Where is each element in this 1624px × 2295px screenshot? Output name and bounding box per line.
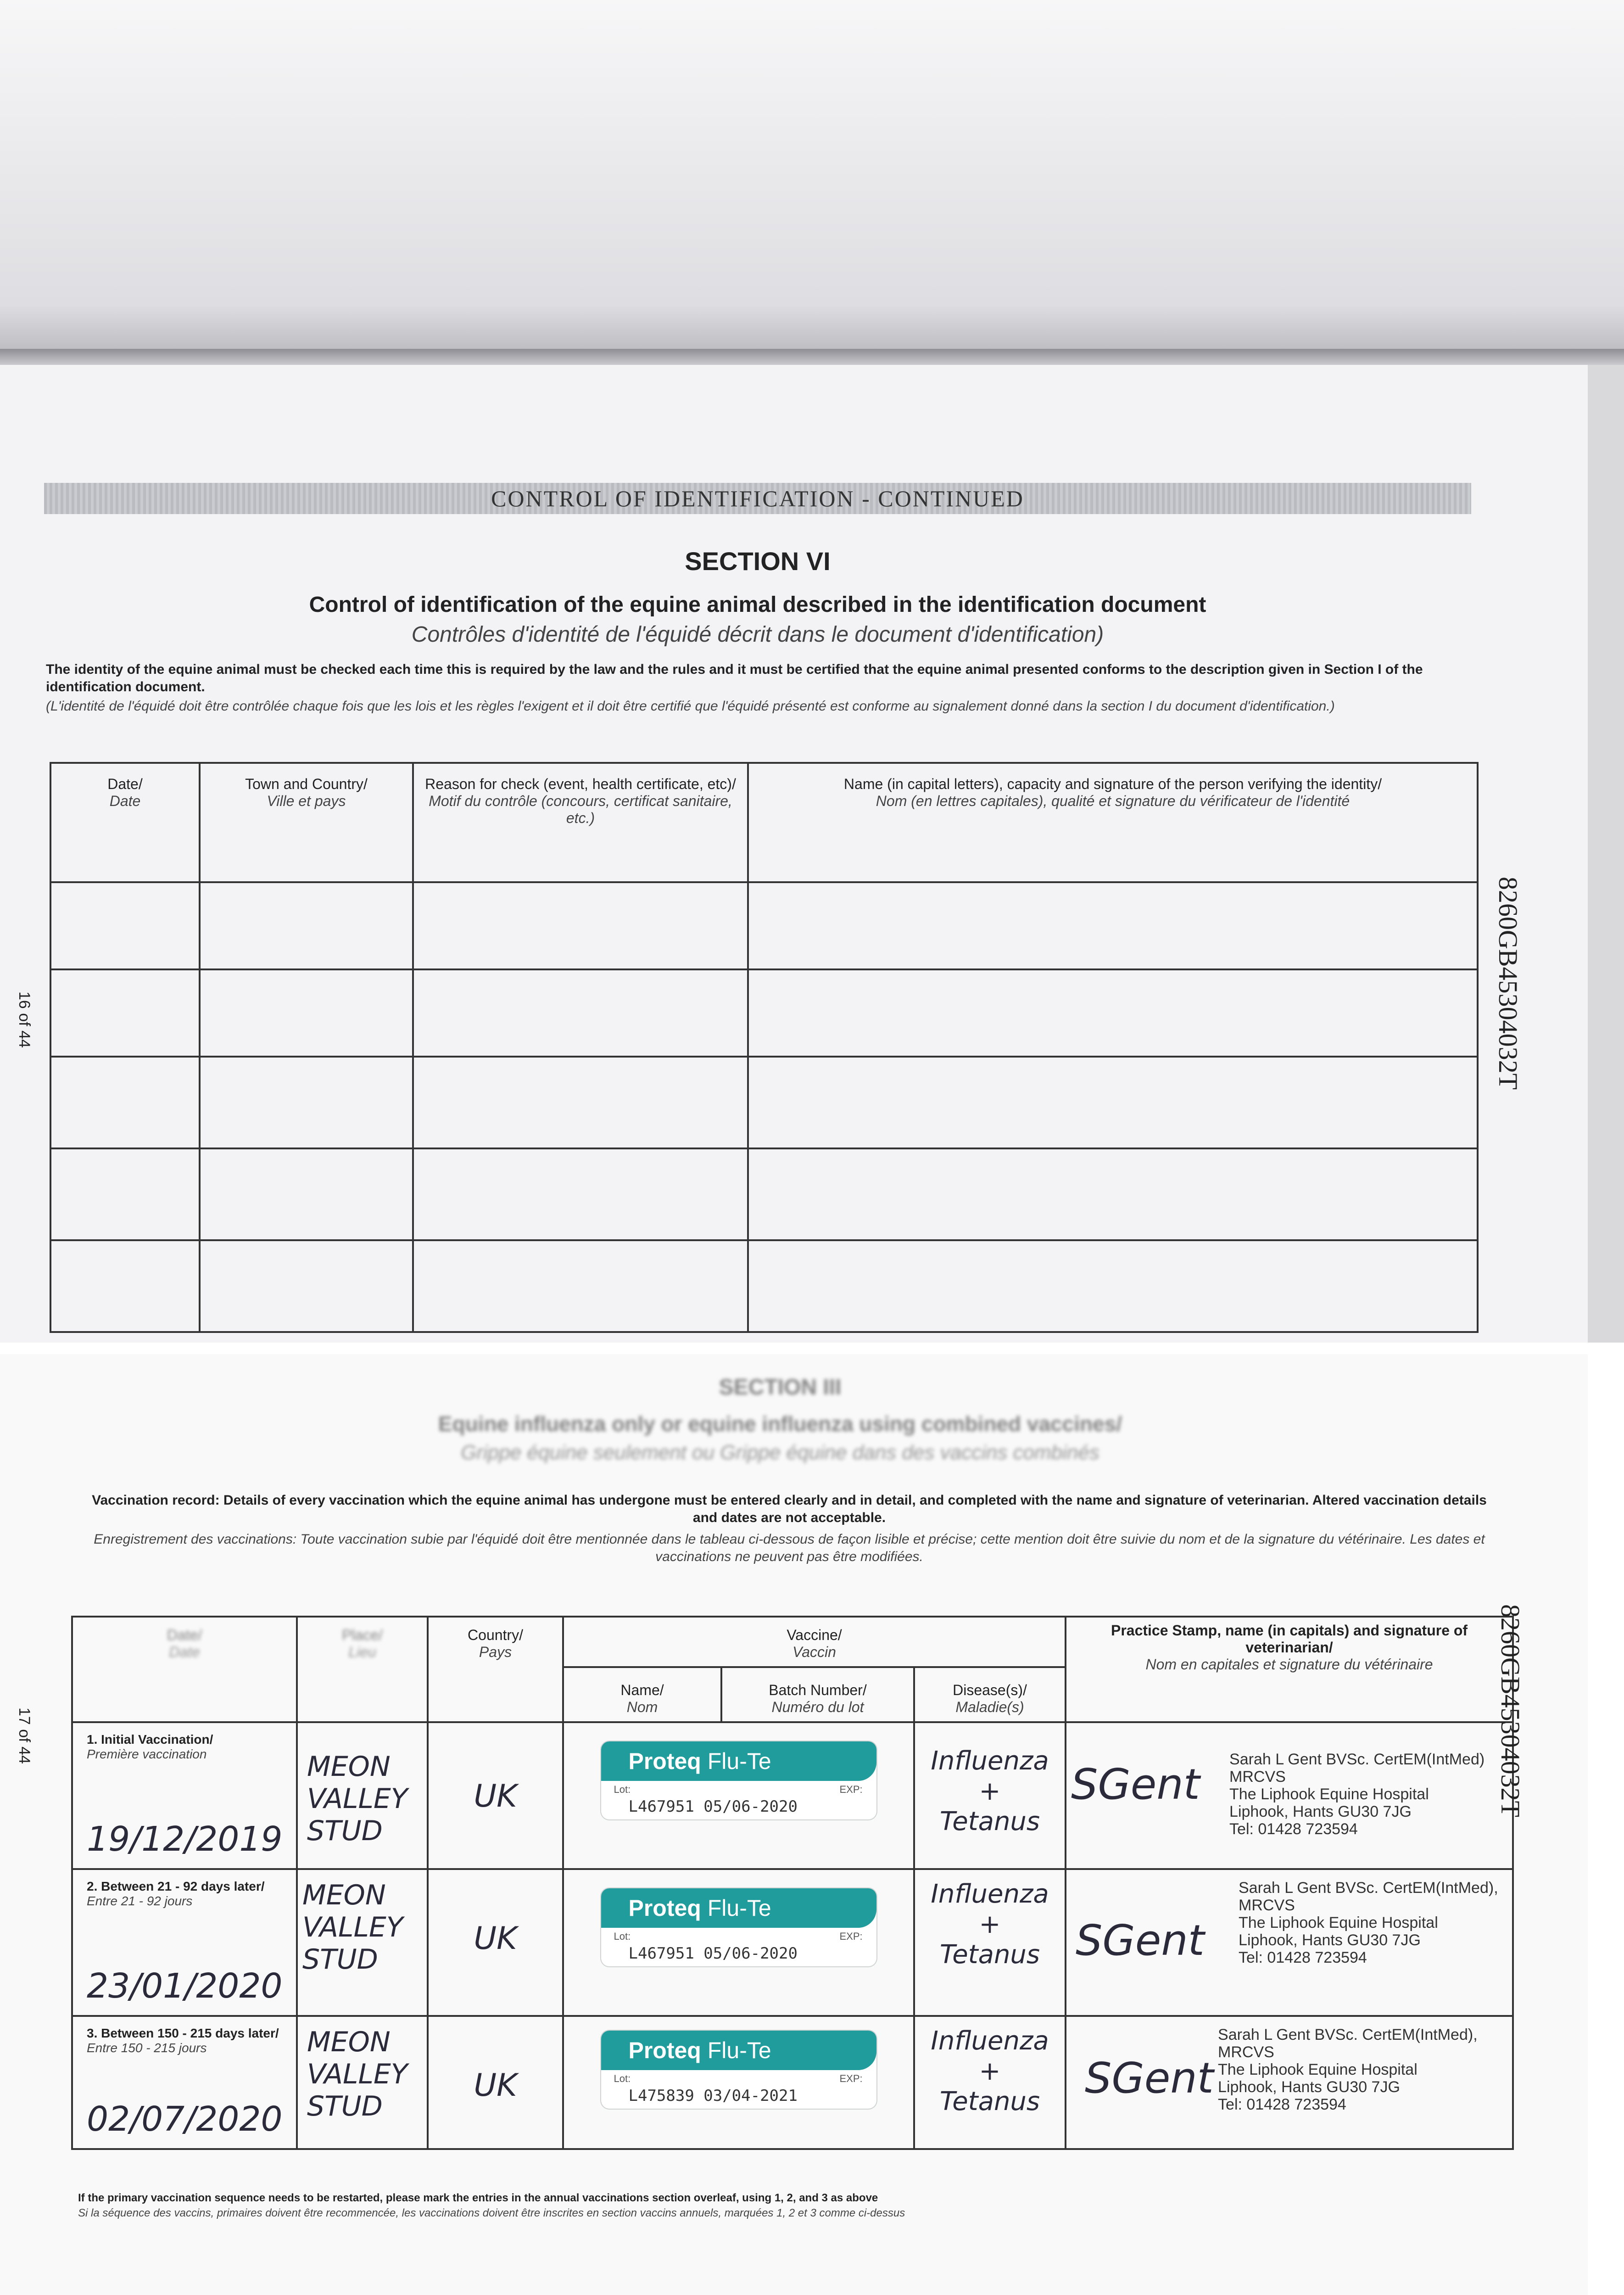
row-label-fr: Entre 150 - 215 jours	[87, 2041, 207, 2055]
row-label-fr: Première vaccination	[87, 1747, 207, 1761]
vaccination-country: UK	[428, 1869, 563, 2016]
vaccination-country: UK	[428, 1722, 563, 1869]
column-practice-stamp: Practice Stamp, name (in capitals) and signature of veterinarian/ Nom en capitales et signature du vétérinaire	[1066, 1617, 1513, 1722]
vaccine-sticker: Proteq Flu-Te Lot: EXP: L467951 05/06-2020	[601, 1888, 876, 1966]
section-banner: CONTROL OF IDENTIFICATION - CONTINUED	[44, 483, 1471, 514]
plastic-sleeve	[0, 0, 1624, 358]
stamp-text: Sarah L Gent BVSc. CertEM(IntMed) MRCVS The Liphook Equine Hospital Liphook, Hants GU30 7JG Tel: 01428 723594	[1229, 1751, 1485, 1838]
passport-code: 8260GB45304032T	[1496, 1604, 1525, 1817]
page-number: 17 of 44	[16, 1707, 33, 1764]
column-verifier: Name (in capital letters), capacity and signature of the person verifying the identity/ Nom (en lettres capitales), qualité et signature du vérificateur de l'identité	[748, 763, 1478, 882]
column-batch-number: Batch Number/ Numéro du lot	[721, 1667, 914, 1722]
vet-signature: SGent	[1076, 1916, 1205, 1965]
vaccination-date: 23/01/2020	[87, 1966, 283, 2006]
practice-stamp	[1066, 2016, 1513, 2149]
section-heading-fr: Contrôles d'identité de l'équidé décrit dans le document d'identification)	[411, 622, 1104, 647]
column-date: Date/ Date	[72, 1617, 297, 1722]
vaccination-date: 02/07/2020	[87, 2099, 283, 2139]
vaccination-table	[71, 1616, 1514, 2150]
column-town-country: Town and Country/ Ville et pays	[200, 763, 413, 882]
batch-number: L467951 05/06-2020	[628, 1797, 798, 1816]
batch-number: L475839 03/04-2021	[628, 2087, 798, 2105]
vaccine-sticker: Proteq Flu-Te Lot: EXP: L467951 05/06-2020	[601, 1741, 876, 1819]
vaccination-note-fr: Enregistrement des vaccinations: Toute vaccination subie par l'équidé doit être mentionnée dans le tableau ci-dessous de façon lisible et précise; cette mention doit être suivie du nom et de la signature du vétérinaire. Les dates et vaccinations ne peuvent pas être modifiées.	[94, 1532, 1485, 1564]
vaccination-row-1	[72, 1722, 1513, 1869]
vaccination-place: MEON VALLEY STUD	[297, 1869, 428, 2016]
stamp-text: Sarah L Gent BVSc. CertEM(IntMed), MRCVS The Liphook Equine Hospital Liphook, Hants GU30 7JG Tel: 01428 723594	[1218, 2026, 1478, 2113]
vaccine-sticker: Proteq Flu-Te Lot: EXP: L475839 03/04-2021	[601, 2031, 876, 2109]
practice-stamp	[1066, 1722, 1513, 1869]
vet-signature: SGent	[1071, 1760, 1200, 1809]
section-heading-en: Equine influenza only or equine influenza using combined vaccines/	[438, 1412, 1122, 1436]
page-number: 16 of 44	[16, 991, 33, 1048]
column-date: Date/ Date	[50, 763, 200, 882]
vaccination-disease: Influenza + Tetanus	[914, 2016, 1066, 2149]
table-header-row	[50, 763, 1478, 882]
identity-note-en: The identity of the equine animal must be checked each time this is required by the law and the rules and it must be certified that the equine animal presented conforms to the description given in Section I of the identification document.	[46, 662, 1423, 694]
table-row	[50, 882, 1478, 969]
row-label: 2. Between 21 - 92 days later/	[87, 1879, 265, 1893]
identity-note-fr: (L'identité de l'équidé doit être contrôlée chaque fois que les lois et les règles l'exigent et il doit être certifié que l'équidé présenté est conforme au signalement donné dans la section I du document d'identification.)	[46, 699, 1335, 714]
vaccination-disease: Influenza + Tetanus	[914, 1722, 1066, 1869]
vaccine-label	[563, 1722, 914, 1869]
footer-note-fr: Si la séquence des vaccins, primaires doivent être recommencée, les vaccinations doivent être inscrites en section vaccins annuels, marquées 1, 2 et 3 comme ci-dessus	[78, 2207, 905, 2219]
column-place: Place/ Lieu	[297, 1617, 428, 1722]
vaccination-row-3	[72, 2016, 1513, 2149]
vaccine-brand-band: Proteq Flu-Te	[601, 1741, 876, 1781]
vaccine-brand-band: Proteq Flu-Te	[601, 1888, 876, 1928]
vet-signature: SGent	[1085, 2054, 1214, 2103]
identity-check-table	[50, 762, 1479, 1333]
top-page-edge	[1588, 365, 1624, 1343]
passport-code: 8260GB45304032T	[1493, 877, 1523, 1090]
sleeve-edge	[0, 349, 1624, 367]
vaccine-label	[563, 2016, 914, 2149]
row-label-fr: Entre 21 - 92 jours	[87, 1894, 193, 1908]
vaccination-row-2	[72, 1869, 1513, 2016]
vaccination-date: 19/12/2019	[87, 1819, 283, 1859]
vaccine-brand-band: Proteq Flu-Te	[601, 2031, 876, 2070]
row-label: 1. Initial Vaccination/	[87, 1732, 213, 1746]
column-vaccine: Vaccine/ Vaccin	[563, 1617, 1066, 1667]
column-reason: Reason for check (event, health certificate, etc)/ Motif du contrôle (concours, certificat sanitaire, etc.)	[413, 763, 748, 882]
table-row	[50, 969, 1478, 1057]
section-title: SECTION III	[719, 1375, 842, 1399]
vaccination-disease: Influenza + Tetanus	[914, 1869, 1066, 2016]
batch-number: L467951 05/06-2020	[628, 1944, 798, 1963]
table-row	[50, 1148, 1478, 1240]
column-country: Country/ Pays	[428, 1617, 563, 1722]
vaccination-country: UK	[428, 2016, 563, 2149]
column-vaccine-name: Name/ Nom	[563, 1667, 721, 1722]
table-row	[50, 1240, 1478, 1332]
vaccination-place: MEON VALLEY STUD	[297, 2016, 428, 2149]
vaccination-place: MEON VALLEY STUD	[297, 1722, 428, 1869]
stamp-text: Sarah L Gent BVSc. CertEM(IntMed), MRCVS The Liphook Equine Hospital Liphook, Hants GU30 7JG Tel: 01428 723594	[1239, 1879, 1498, 1966]
vaccine-label	[563, 1869, 914, 2016]
practice-stamp	[1066, 1869, 1513, 2016]
table-row	[50, 1057, 1478, 1148]
section-heading-fr: Grippe équine seulement ou Grippe équine dans des vaccins combinés	[461, 1441, 1099, 1464]
table-header-row	[72, 1617, 1513, 1667]
section-title: SECTION VI	[685, 547, 831, 576]
section-heading-en: Control of identification of the equine animal described in the identification document	[309, 593, 1206, 617]
vaccination-note-en: Vaccination record: Details of every vaccination which the equine animal has undergone must be entered clearly and in detail, and completed with the name and signature of veterinarian. Altered vaccination details and dates are not acceptable.	[92, 1493, 1487, 1525]
column-disease: Disease(s)/ Maladie(s)	[914, 1667, 1066, 1722]
row-label: 3. Between 150 - 215 days later/	[87, 2026, 279, 2040]
footer-note-en: If the primary vaccination sequence needs to be restarted, please mark the entries in the annual vaccinations section overleaf, using 1, 2, and 3 as above	[78, 2192, 878, 2204]
